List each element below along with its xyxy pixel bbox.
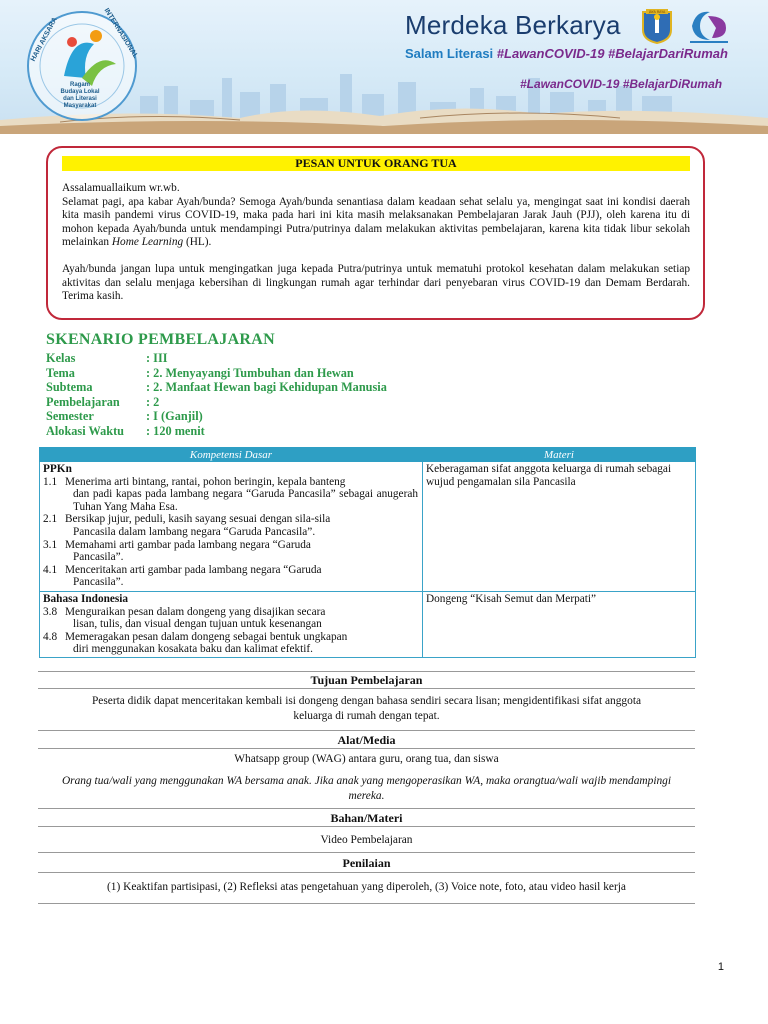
- scenario-value: : III: [146, 351, 168, 365]
- parent-message-box: [46, 146, 705, 320]
- kd-number: 1.1: [43, 475, 58, 488]
- scenario-row: [46, 351, 387, 366]
- banner-title: Merdeka Berkarya: [405, 10, 621, 40]
- table-row: [40, 462, 696, 592]
- divider: [38, 903, 695, 904]
- kd-number: 3.1: [43, 538, 58, 551]
- divider: [38, 730, 695, 731]
- message-paragraph-1: [62, 196, 690, 250]
- scenario-value: : 2: [146, 394, 160, 409]
- divider: [38, 671, 695, 672]
- banner-sub-lead: Salam Literasi: [405, 46, 494, 61]
- kd-number: 4.8: [43, 630, 58, 643]
- kd-text: Menguraikan pesan dalam dongeng yang disajikan secara: [65, 605, 326, 618]
- scenario-row: [46, 395, 387, 410]
- scenario-row: [46, 366, 387, 381]
- jakarta-emblem-icon: [640, 8, 674, 44]
- kd-item: [43, 476, 418, 489]
- divider: [38, 852, 695, 853]
- scenario-details: [46, 351, 387, 439]
- banner-tags-line2: #LawanCOVID-19 #BelajarDiRumah: [520, 77, 723, 91]
- kd-text-continued: dan padi kapas pada lambang negara “Garuda Pancasila” sebagai anugerah Tuhan Yang Maha Esa.: [73, 488, 418, 513]
- message-text: Selamat pagi, apa kabar Ayah/bunda? Semoga Ayah/bunda senantiasa dalam keadaan sehat selalu ya, mengingat saat ini kondisi daerah kita masih pandemi virus COVID-19, maka pada hari ini kita masih melaksanakan Pembelajaran Jarak Jauh (PJJ), oleh karena itu di mohon kepada Ayah/bunda untuk mendampingi Putra/putrinya dalam melakukan aktivitas pembelajaran, karena kita tidak libur sekolah melainkan: [62, 195, 690, 249]
- greeting: Assalamuallaikum wr.wb.: [62, 182, 180, 194]
- penilaian-text: (1) Keaktifan partisipasi, (2) Refleksi atas pengetahuan yang diperoleh, (3) Voice note, foto, atau video hasil kerja: [107, 881, 626, 893]
- tujuan-heading: Tujuan Pembelajaran: [310, 673, 423, 687]
- divider: [38, 872, 695, 873]
- table-header-row: [40, 448, 696, 462]
- parent-message-title: PESAN UNTUK ORANG TUA: [62, 156, 690, 171]
- kd-item: [43, 564, 418, 577]
- scenario-key: Alokasi Waktu: [46, 423, 125, 438]
- tujuan-text: Peserta didik dapat menceritakan kembali isi dongeng dengan bahasa sendiri secara lisan; mengidentifikasi sifat anggota keluarga di rumah dengan tepat.: [91, 695, 642, 722]
- kd-number: 2.1: [43, 513, 58, 526]
- alat-note: Orang tua/wali yang menggunakan WA bersama anak. Jika anak yang mengoperasikan WA, maka orangtua/wali wajib mendampingi mereka.: [61, 775, 672, 802]
- kd-cell-bindo: [40, 592, 423, 658]
- divider: [38, 748, 695, 749]
- subject-label: PPKn: [43, 463, 72, 475]
- kd-text-continued: diri menggunakan kosakata baku dan kalimat efektif.: [73, 643, 313, 656]
- kd-text: Menceritakan arti gambar pada lambang negara “Garuda: [65, 563, 322, 576]
- scenario-value: : 2. Menyayangi Tumbuhan dan Hewan: [146, 365, 354, 380]
- emblem-label: JAYA RAYA: [648, 10, 666, 14]
- kd-item: [43, 631, 418, 644]
- kd-number: 3.8: [43, 605, 58, 618]
- penilaian-heading: Penilaian: [342, 856, 391, 870]
- logo-ring-text-left: HARI AKSARA: [29, 16, 59, 63]
- dinas-pendidikan-logo-icon: [686, 8, 732, 44]
- logo-caption-line: dan Literasi Masyarakat: [63, 96, 97, 109]
- bahan-text: Video Pembelajaran: [320, 834, 413, 846]
- scenario-row: [46, 424, 387, 439]
- kd-text: Memeragakan pesan dalam dongeng sebagai bentuk ungkapan: [65, 630, 348, 643]
- column-header-materi: Materi: [423, 448, 696, 462]
- kd-item: [43, 606, 418, 619]
- scenario-row: [46, 380, 387, 395]
- logo-caption-line: Budaya Lokal: [60, 89, 100, 95]
- kd-text-continued: Pancasila dalam lambang negara “Garuda Pancasila”.: [73, 525, 316, 538]
- kd-text: Memahami arti gambar pada lambang negara “Garuda: [65, 538, 311, 551]
- page-number: 1: [717, 961, 724, 973]
- message-emphasis: Home Learning: [111, 236, 184, 249]
- header-banner: [0, 0, 768, 134]
- scenario-value: : 2. Manfaat Hewan bagi Kehidupan Manusia: [146, 380, 387, 395]
- kd-text-continued: Pancasila”.: [73, 576, 124, 589]
- materi-cell-bindo: Dongeng “Kisah Semut dan Merpati”: [423, 592, 696, 658]
- kd-number: 4.1: [43, 563, 58, 576]
- kd-item: [43, 513, 418, 526]
- divider: [38, 688, 695, 689]
- scenario-key: Tema: [46, 365, 75, 380]
- alat-heading: Alat/Media: [337, 733, 396, 747]
- competency-table: [39, 447, 696, 658]
- message-paragraph-2: Ayah/bunda jangan lupa untuk mengingatkan juga kepada Putra/putrinya untuk mematuhi protokol kesehatan dalam melakukan setiap aktivitas dan selalu menjaga kebersihan di lingkungan rumah agar terhindar dari penyebaran virus COVID-19 dan Demam Berdarah. Terima kasih.: [62, 262, 690, 303]
- divider: [38, 826, 695, 827]
- message-text: (HL).: [185, 236, 212, 249]
- parent-message-body: [62, 182, 690, 317]
- materi-cell-ppkn: Keberagaman sifat anggota keluarga di rumah sebagai wujud pengamalan sila Pancasila: [423, 462, 696, 592]
- kd-text-continued: lisan, tulis, dan visual dengan tujuan untuk kesenangan: [73, 618, 322, 631]
- table-row: [40, 592, 696, 658]
- scenario-key: Kelas: [46, 351, 76, 365]
- kd-cell-ppkn: [40, 462, 423, 592]
- banner-sub-tags: #LawanCOVID-19 #BelajarDariRumah: [496, 46, 728, 61]
- banner-subtitle: [405, 46, 728, 61]
- scenario-key: Subtema: [46, 380, 93, 395]
- kd-text: Menerima arti bintang, rantai, pohon beringin, kepala banteng: [65, 475, 346, 488]
- subject-label: Bahasa Indonesia: [43, 593, 129, 605]
- scenario-title: SKENARIO PEMBELAJARAN: [46, 331, 275, 348]
- scenario-value: : I (Ganjil): [146, 409, 203, 424]
- divider: [38, 808, 695, 809]
- kd-item: [43, 539, 418, 552]
- scenario-value: : 120 menit: [146, 423, 205, 438]
- column-header-kd: Kompetensi Dasar: [40, 448, 423, 462]
- logo-caption-line: Ragam: [69, 82, 90, 88]
- logo-ring-text-right: INTERNASIONAL: [102, 7, 140, 60]
- kd-text: Bersikap jujur, peduli, kasih sayang sesuai dengan sila-sila: [65, 513, 331, 526]
- scenario-key: Semester: [46, 409, 94, 424]
- alat-text: Whatsapp group (WAG) antara guru, orang tua, dan siswa: [234, 753, 499, 765]
- kd-text-continued: Pancasila”.: [73, 551, 124, 564]
- scenario-key: Pembelajaran: [46, 394, 120, 409]
- logo-caption: [48, 82, 112, 110]
- scenario-row: [46, 409, 387, 424]
- bahan-heading: Bahan/Materi: [330, 811, 403, 825]
